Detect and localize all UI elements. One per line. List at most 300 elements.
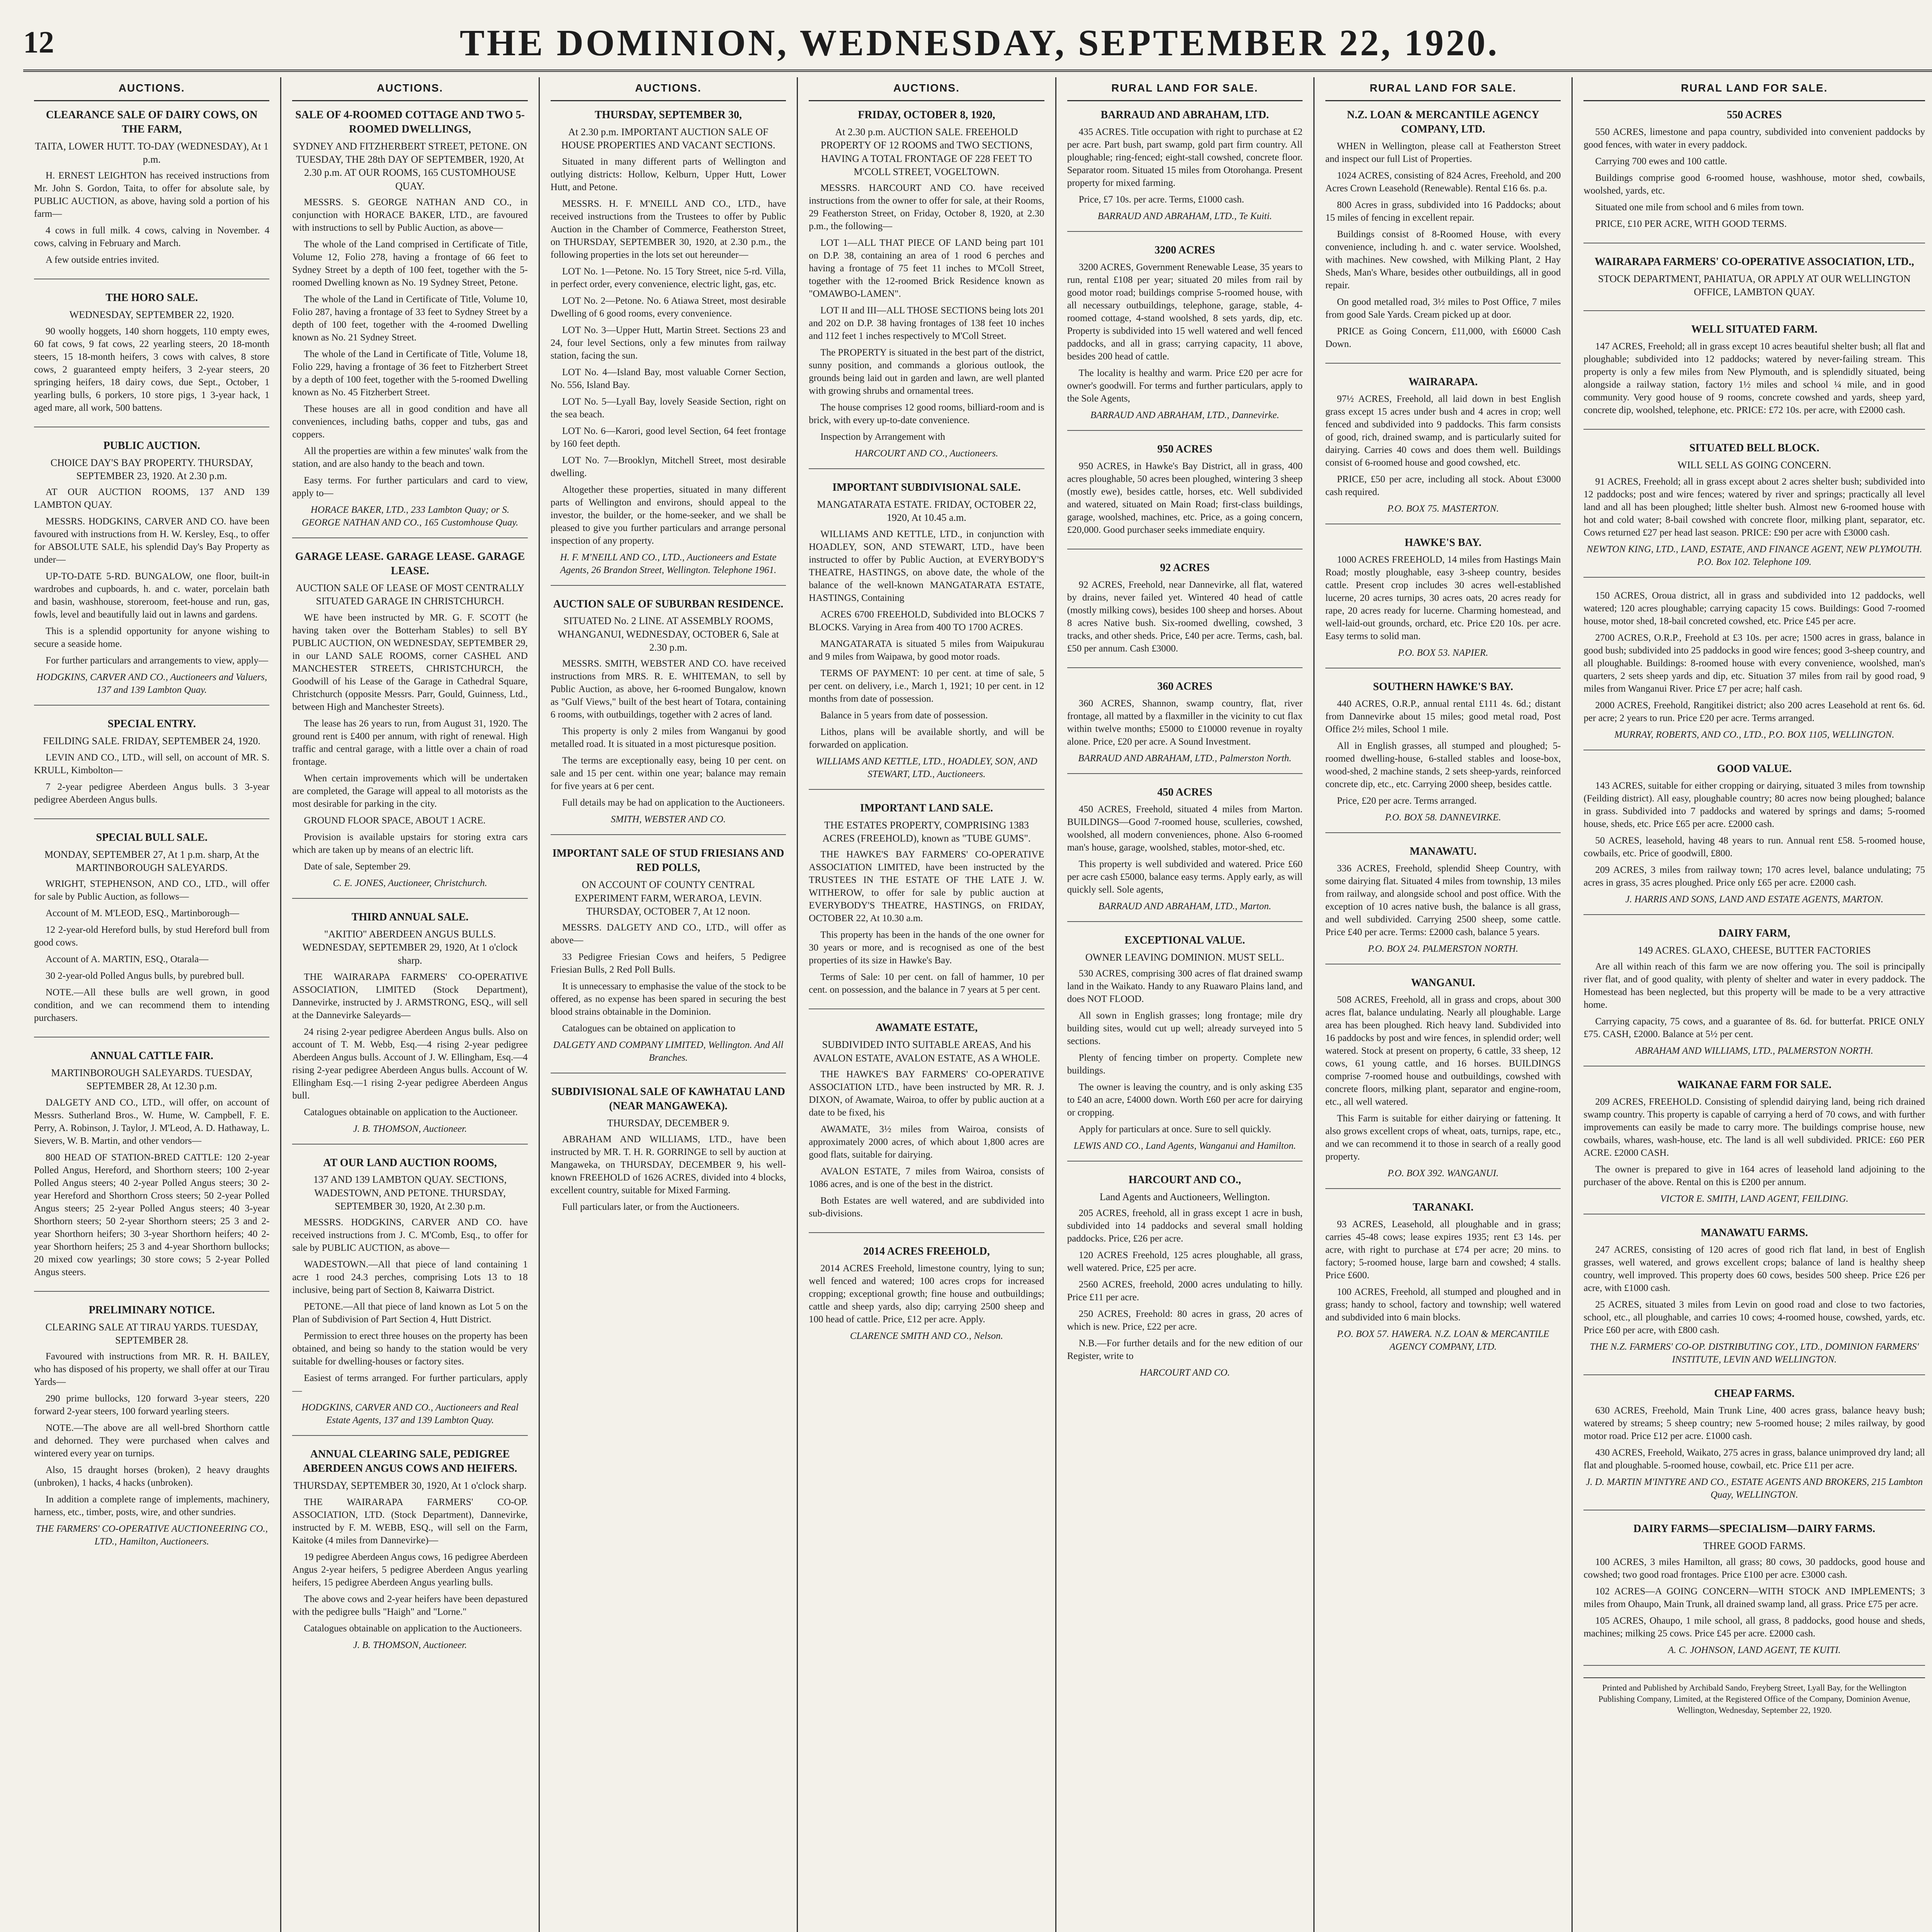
advertisement — [1583, 1387, 1925, 1510]
advertisement — [292, 910, 527, 1145]
ad-paragraph: MESSRS. HARCOURT AND CO. have received instructions from the owner to offer for sale, at their Rooms, 29 Featherston Street, on Friday, October 8, 1920, at 2.30 p.m., the following— — [809, 183, 1044, 232]
ad-signature: BARRAUD AND ABRAHAM, LTD., Palmerston North. — [1078, 753, 1292, 764]
page-number: 12 — [23, 25, 54, 60]
advertisement — [1067, 1173, 1303, 1388]
ad-paragraph: LOT II and III—ALL THOSE SECTIONS being lots 201 and 202 on D.P. 38 having frontages of 138 feet 10 inches and 112 feet 1 inches respectively to M'Coll Street. — [809, 305, 1044, 342]
ad-heading: ANNUAL CATTLE FAIR. — [90, 1050, 214, 1062]
ad-paragraph: 105 ACRES, Ohaupo, 1 mile school, all grass, 8 paddocks, good house and sheds, machines; milking 25 cows. Price £45 per acre. £2000 cash. — [1583, 1616, 1925, 1639]
advertisement — [1583, 589, 1925, 750]
ad-body — [809, 182, 1044, 443]
advertisement — [34, 717, 269, 819]
ad-paragraph: On good metalled road, 3½ miles to Post Office, 7 miles from good Sale Yards. Cream picked up at door. — [1325, 296, 1561, 320]
ad-paragraph: Provision is available upstairs for storing extra cars which are taken up by means of an electric lift. — [292, 832, 528, 855]
ad-paragraph: WE have been instructed by MR. G. F. SCOTT (he having taken over the Botterham Stables) to sell BY PUBLIC AUCTION, ON WEDNESDAY, SEPTEMBER 29, in our LAND SALE ROOMS, corner CASHEL AND MANCHESTER STREETS, CHRISTCHURCH, the Goodwill of his Lease of the Garage in Cathedral Square, Christchurch (opposite Messrs. Parr, Gould, Guinness, Ltd., between High and Manchester Streets). — [292, 612, 528, 712]
ad-signature: HARCOURT AND CO., Auctioneers. — [855, 448, 998, 459]
ad-signature: HODGKINS, CARVER AND CO., Auctioneers and Real Estate Agents, 137 and 139 Lambton Quay. — [301, 1402, 519, 1426]
ad-paragraph: Also, 15 draught horses (broken), 2 heavy draughts (unbroken), 1 hacks, 4 hacks (unbroken). — [34, 1465, 270, 1488]
ad-paragraph: 24 rising 2-year pedigree Aberdeen Angus bulls. Also on account of T. M. Webb, Esq.—4 rising 2-year pedigree Aberdeen Angus bulls. Account of J. W. Ellingham, Esq.—4 rising 2-year pedigree Aberdeen Angus bulls. Account of W. Ellingham Esq.—1 rising 2-year pedigree Aberdeen Angus bull. — [292, 1026, 528, 1101]
ad-paragraph: N.B.—For further details and for the new edition of our Register, write to — [1067, 1338, 1303, 1362]
ad-paragraph: The whole of the Land in Certificate of Title, Volume 10, Folio 287, having a frontage of 33 feet to Sydney Street by a depth of 100 feet, together with the 4-roomed Dwelling known as No. 21 Sydney Street. — [292, 294, 528, 343]
ad-subheading: THURSDAY, SEPTEMBER 30, 1920, At 1 o'clock sharp. — [293, 1480, 527, 1492]
ad-paragraph: 4 cows in full milk. 4 cows, calving in November. 4 cows, calving in February and March. — [34, 225, 270, 249]
ad-paragraph: LOT No. 4—Island Bay, most valuable Corner Section, No. 556, Island Bay. — [550, 367, 786, 390]
ad-paragraph: In addition a complete range of implements, machinery, harness, etc., timber, posts, wire, and other sundries. — [34, 1494, 270, 1518]
ad-subheading: THURSDAY, DECEMBER 9. — [607, 1117, 730, 1129]
ad-paragraph: PRICE as Going Concern, £11,000, with £6000 Cash Down. — [1325, 326, 1561, 349]
ad-paragraph: The house comprises 12 good rooms, billiard-room and is brick, with every up-to-date convenience. — [809, 402, 1044, 426]
ad-paragraph: NOTE.—The above are all well-bred Shorthorn cattle and dehorned. They were purchased when calves and wintered every year on turnips. — [34, 1423, 270, 1459]
ad-paragraph: LOT No. 5—Lyall Bay, lovely Seaside Section, right on the sea beach. — [550, 396, 786, 420]
ad-body — [1583, 475, 1925, 539]
ad-paragraph: These houses are all in good condition and have all conveniences, including baths, copper and tubs, gas and coppers. — [292, 404, 528, 440]
ad-paragraph: MESSRS. HODGKINS, CARVER AND CO. have received instructions from J. C. M'Comb, Esq., to offer for sale by PUBLIC AUCTION, as above— — [292, 1217, 528, 1253]
advertisement — [1583, 441, 1925, 577]
column-heading: AUCTIONS. — [34, 77, 269, 101]
ad-paragraph: 2560 ACRES, freehold, 2000 acres undulating to hilly. Price £11 per acre. — [1067, 1279, 1303, 1303]
ad-body — [292, 1496, 527, 1635]
column-heading: RURAL LAND FOR SALE. — [1325, 77, 1561, 101]
ad-signature: H. F. M'NEILL AND CO., LTD., Auctioneers and Estate Agents, 26 Brandon Street, Wellington. Telephone 1961. — [560, 552, 777, 575]
masthead — [23, 15, 1932, 72]
column-7 — [1573, 77, 1932, 1932]
ad-body — [1067, 697, 1303, 748]
ad-signature: THE N.Z. FARMERS' CO-OP. DISTRIBUTING COY., LTD., DOMINION FARMERS' INSTITUTE, LEVIN AND WELLINGTON. — [1590, 1341, 1919, 1365]
advertisement — [1583, 323, 1925, 430]
advertisement — [1067, 934, 1303, 1162]
ad-body — [1325, 553, 1561, 643]
ad-heading: SPECIAL BULL SALE. — [96, 831, 208, 844]
ad-paragraph: 630 ACRES, Freehold, Main Trunk Line, 400 acres grass, balance heavy bush; watered by streams; 5 sheep country; new 5-roomed house; 2 miles railway, by good motor road. Price £12 per acre. £1000 cash. — [1583, 1405, 1925, 1441]
ad-signature: THE FARMERS' CO-OPERATIVE AUCTIONEERING CO., LTD., Hamilton, Auctioneers. — [36, 1524, 268, 1547]
ad-paragraph: All in English grasses, all stumped and ploughed; 5-roomed dwelling-house, 6-stalled stables and loose-box, wood-shed, 2 machine stands, 2 sets sheep-yards, reinforced concrete dip, etc., etc. Carrying 2000 sheep, besides cattle. — [1325, 740, 1561, 789]
advertisement — [34, 831, 269, 1038]
ad-heading: 950 ACRES — [1157, 443, 1213, 455]
ad-paragraph: MESSRS. SMITH, WEBSTER AND CO. have received instructions from MRS. R. E. WHITEMAN, to sell by Public Auction, as above, her 6-roomed Bungalow, known as "Gulf Views," built of the best heart of Totara, containing 6 rooms, with outbuildings, together with 2 acres of land. — [550, 658, 786, 720]
ad-paragraph: THE HAWKE'S BAY FARMERS' CO-OPERATIVE ASSOCIATION LTD., have been instructed by MR. R. J. DIXON, of Awamate, Wairoa, to offer by public auction at a date to be fixed, his — [809, 1069, 1044, 1118]
ad-body — [551, 155, 786, 547]
ad-paragraph: WADESTOWN.—All that piece of land containing 1 acre 1 rood 24.3 perches, comprising Lots 13 to 18 inclusive, being part of Section 8, Kaiwarra District. — [292, 1259, 528, 1296]
ad-paragraph: All sown in English grasses; long frontage; mile dry building sites, would cut up well; already surveyed into 5 sections. — [1067, 1010, 1303, 1046]
ad-signature: P.O. BOX 392. WANGANUI. — [1387, 1168, 1499, 1179]
ad-paragraph: Are all within reach of this farm we are now offering you. The soil is principally river flat, and of good quality, with plenty of shelter and water in every paddock. The Homestead has been neglected, but this property will be made to be a very attractive home. — [1583, 961, 1925, 1010]
ad-paragraph: Easy terms. For further particulars and card to view, apply to— — [292, 475, 528, 499]
ad-paragraph: 93 ACRES, Leasehold, all ploughable and in grass; carries 45-48 cows; lease expires 1935; rent £3 14s. per acre, with right to purchase at £74 per acre; 20 mins. to factory; 5-roomed house, large barn and cowshed; 4 stalls. Price £600. — [1325, 1219, 1561, 1281]
ad-paragraph: The locality is healthy and warm. Price £20 per acre for owner's goodwill. For terms and further particulars, apply to the Sole Agents, — [1067, 367, 1303, 404]
advertisement — [1325, 375, 1561, 524]
ad-paragraph: AVALON ESTATE, 7 miles from Wairoa, consists of 1086 acres, and is one of the best in the district. — [809, 1166, 1044, 1189]
ad-signature: J. B. THOMSON, Auctioneer. — [353, 1123, 467, 1134]
ad-paragraph: It is unnecessary to emphasise the value of the stock to be offered, as no expense has been spared in securing the best blood strains obtainable in the Dominion. — [550, 981, 786, 1017]
ad-heading: ANNUAL CLEARING SALE, PEDIGREE ABERDEEN ANGUS COWS AND HEIFERS. — [303, 1448, 517, 1475]
ad-paragraph: DALGETY AND CO., LTD., will offer, on account of Messrs. Sutherland Bros., W. Hume, W. Campbell, F. E. Perry, A. Robinson, J. Taylor, J. M'Leod, A. D. Hathaway, L. Sievers, W. B. Martin, and other vendors— — [34, 1097, 270, 1146]
ad-heading: WAIRARAPA. — [1408, 376, 1478, 388]
ad-body — [34, 486, 269, 667]
ad-paragraph: Price, £20 per acre. Terms arranged. — [1337, 795, 1477, 806]
ad-subheading: WILL SELL AS GOING CONCERN. — [1677, 459, 1831, 471]
ad-paragraph: THE HAWKE'S BAY FARMERS' CO-OPERATIVE ASSOCIATION LIMITED, have been instructed by the TRUSTEES IN THE ESTATE OF THE LATE J. W. WITHEROW, to offer for sale by public auction at EVERYBODY'S THEATRE, HASTINGS, on FRIDAY, OCTOBER 22, At 10.30 a.m. — [809, 849, 1044, 924]
ad-subheading: TAITA, LOWER HUTT. TO-DAY (WEDNESDAY), At 1 p.m. — [35, 140, 269, 165]
ad-paragraph: Lithos, plans will be available shortly, and will be forwarded on application. — [809, 726, 1044, 750]
ad-paragraph: Account of M. M'LEOD, ESQ., Martinborough— — [46, 908, 239, 919]
ad-paragraph: 2014 ACRES Freehold, limestone country, lying to sun; well fenced and watered; 100 acres crops for increased cropping; exceptional growth; fine house and outbuildings; cattle and sheep yards, also dip; carrying 2500 sheep and 100 head of cattle. Price, £12 per acre. Apply. — [809, 1263, 1044, 1325]
ad-heading: 92 ACRES — [1160, 561, 1210, 574]
ad-subheading: CHOICE DAY'S BAY PROPERTY. THURSDAY, SEPTEMBER 23, 1920. At 2.30 p.m. — [50, 457, 253, 482]
ad-paragraph: THE WAIRARAPA FARMERS' CO-OPERATIVE ASSOCIATION, LIMITED (Stock Department), Dannevirke, instructed by J. ARMSTRONG, ESQ., will sell at the Dannevirke Saleyards— — [292, 971, 528, 1020]
advertisement — [1325, 845, 1561, 964]
ad-paragraph: 205 ACRES, freehold, all in grass except 1 acre in bush, subdivided into 14 paddocks and several small holding paddocks. Price, £26 per acre. — [1067, 1208, 1303, 1244]
ad-paragraph: 150 ACRES, Oroua district, all in grass and subdivided into 12 paddocks, well watered; 120 acres ploughable; carrying capacity 15 cows. Buildings: Good 7-roomed house, motor shed, 18-bail concreted cowshed, etc. Price £45 per acre. — [1583, 590, 1925, 626]
ad-body — [292, 611, 527, 873]
ad-paragraph: The whole of the Land in Certificate of Title, Volume 18, Folio 229, having a frontage of 36 feet to Fitzherbert Street by a depth of 100 feet, together with the 5-roomed Dwelling known as No. 45 Fitzherbert Street. — [292, 349, 528, 398]
ad-heading: PRELIMINARY NOTICE. — [88, 1304, 215, 1316]
advertisement — [1583, 1226, 1925, 1375]
ad-paragraph: The owner is leaving the country, and is only asking £35 to £40 an acre, £4000 down. Worth £60 per acre for dairying or cropping. — [1067, 1082, 1303, 1118]
ad-paragraph: Catalogues can be obtained on application to — [562, 1023, 736, 1034]
ad-signature: P.O. BOX 57. HAWERA. N.Z. LOAN & MERCANTILE AGENCY COMPANY, LTD. — [1337, 1328, 1549, 1352]
ad-signature: J. D. MARTIN M'INTYRE AND CO., ESTATE AGENTS AND BROKERS, 215 Lambton Quay, WELLINGTON. — [1586, 1476, 1923, 1500]
ad-subheading: At 2.30 p.m. IMPORTANT AUCTION SALE OF HOUSE PROPERTIES AND VACANT SECTIONS. — [561, 126, 776, 151]
ad-body — [1067, 578, 1303, 655]
ad-paragraph: WILLIAMS AND KETTLE, LTD., in conjunction with HOADLEY, SON, AND STEWART, LTD., have been instructed to offer by Public Auction, at EVERYBODY'S THEATRE, HASTINGS, on above date, the whole of the balance of the well-known MANGATARATA ESTATE, HASTINGS, Containing — [809, 529, 1044, 603]
ad-body — [551, 1133, 786, 1213]
advertisement — [34, 291, 269, 427]
advertisement — [1325, 536, 1561, 668]
ad-body — [809, 528, 1044, 751]
ad-paragraph: 25 ACRES, situated 3 miles from Levin on good road and close to two factories, school, etc., all ploughable, and carries 10 cows; 4-roomed house, cowshed, yards, etc. Price £60 per acre, with £800 cash. — [1583, 1299, 1925, 1335]
ad-body — [292, 196, 527, 500]
ad-body — [1583, 589, 1925, 724]
ad-body — [1067, 967, 1303, 1136]
ad-paragraph: 508 ACRES, Freehold, all in grass and crops, about 300 acres flat, balance undulating. Nearly all ploughable. Large area has been ploughed. Rich heavy land. Subdivided into 16 paddocks by post and wire fences, in splendid order; well watered. Stock at present on property, 6 cattle, 33 sheep, 12 cows, 61 young cattle, and 16 horses. BUILDINGS comprise 7-roomed house and outbuildings, cowshed with concrete floors, milking plant, separator and engine-room, etc., all well watered. — [1325, 994, 1561, 1107]
advertisement — [1583, 762, 1925, 915]
ad-paragraph: The above cows and 2-year heifers have been depastured with the pedigree bulls "Haigh" and "Lorne." — [292, 1594, 528, 1617]
ad-paragraph: Situated one mile from school and 6 miles from town. — [1595, 202, 1804, 213]
ad-paragraph: UP-TO-DATE 5-RD. BUNGALOW, one floor, built-in wardrobes and cupboards, h. and c. water, porcelain bath and basin, washhouse, storeroom, feet-house and run, gas, fowls, level and beautifully laid out in lawns and gardens. — [34, 571, 270, 620]
ad-paragraph: AWAMATE, 3½ miles from Wairoa, consists of approximately 2000 acres, of which about 1,800 acres are good flats, suitable for dairying. — [809, 1124, 1044, 1160]
advertisement — [34, 439, 269, 706]
imprint-footer: Printed and Published by Archibald Sando, Freyberg Street, Lyall Bay, for the Wellington Publishing Company, Limited, at the Registered Office of the Company, Dominion Avenue, Wellington, Wednesday, September 22, 1920. — [1583, 1677, 1925, 1716]
advertisement — [1067, 680, 1303, 774]
column-heading: RURAL LAND FOR SALE. — [1067, 77, 1303, 101]
ad-body — [34, 325, 269, 414]
ad-body — [1325, 1218, 1561, 1324]
ad-paragraph: NOTE.—All these bulls are well grown, in good condition, and we can recommend them to intending purchasers. — [34, 987, 270, 1024]
ad-paragraph: 102 ACRES—A GOING CONCERN—WITH STOCK AND IMPLEMENTS; 3 miles from Ohaupo, Main Trunk, all drained swamp land, all grass. Price £75 per acre. — [1583, 1586, 1925, 1610]
advertisement — [551, 108, 786, 586]
ad-paragraph: PRICE, £50 per acre, including all stock. About £3000 cash required. — [1325, 474, 1561, 497]
ad-paragraph: MESSRS. S. GEORGE NATHAN AND CO., in conjunction with HORACE BAKER, LTD., are favoured with instructions to sell by Public Auction, as above— — [292, 197, 528, 233]
ad-signature: C. E. JONES, Auctioneer, Christchurch. — [333, 878, 487, 888]
ad-heading: EXCEPTIONAL VALUE. — [1124, 934, 1245, 946]
ad-paragraph: H. ERNEST LEIGHTON has received instructions from Mr. John S. Gordon, Taita, to offer for absolute sale, by PUBLIC AUCTION, as above, having sold a portion of his farm— — [34, 170, 270, 219]
advertisement — [34, 1049, 269, 1292]
ad-paragraph: For further particulars and arrangements to view, apply— — [46, 655, 268, 666]
ad-paragraph: LEVIN AND CO., LTD., will sell, on account of MR. S. KRULL, Kimbolton— — [34, 752, 270, 776]
column-heading: RURAL LAND FOR SALE. — [1583, 77, 1925, 101]
ad-heading: GARAGE LEASE. GARAGE LEASE. GARAGE LEASE. — [295, 551, 525, 577]
ad-paragraph: Price, £7 10s. per acre. Terms, £1000 cash. — [1078, 194, 1244, 205]
ad-subheading: THE ESTATES PROPERTY, COMPRISING 1383 ACRES (FREEHOLD), known as "TUBE GUMS". — [822, 819, 1031, 844]
ad-paragraph: Account of A. MARTIN, ESQ., Otarala— — [46, 954, 209, 965]
advertisement — [1067, 561, 1303, 668]
ad-signature: BARRAUD AND ABRAHAM, LTD., Marton. — [1098, 901, 1271, 912]
ad-heading: FRIDAY, OCTOBER 8, 1920, — [858, 109, 995, 121]
ad-signature: P.O. BOX 53. NAPIER. — [1398, 647, 1488, 658]
ad-paragraph: The owner is prepared to give in 164 acres of leasehold land adjoining to the purchaser of the above. Rental on this is £200 per annum. — [1583, 1164, 1925, 1187]
ad-paragraph: LOT No. 6—Karori, good level Section, 64 feet frontage by 160 feet depth. — [550, 425, 786, 449]
ad-paragraph: Catalogues obtainable on application to the Auctioneer. — [304, 1107, 518, 1117]
ad-paragraph: MESSRS. DALGETY AND CO., LTD., will offer as above— — [550, 922, 786, 946]
ad-paragraph: ABRAHAM AND WILLIAMS, LTD., have been instructed by MR. T. H. R. GORRINGE to sell by auction at Mangaweka, on THURSDAY, DECEMBER 9, his well-known FREEHOLD of 1626 ACRES, divided into 4 blocks, excellent country, suitable for Mixed Farming. — [550, 1134, 786, 1196]
advertisement — [1583, 1078, 1925, 1214]
ad-body — [34, 878, 269, 1024]
ad-body — [1325, 862, 1561, 939]
ad-paragraph: 360 ACRES, Shannon, swamp country, flat, river frontage, all matted by a flaxmiller in the vicinity to cut flax within twelve months; £5000 to £10000 revenue in royalty alone. Price, £20 per acre. A Sound Investment. — [1067, 698, 1303, 747]
ad-heading: AWAMATE ESTATE, — [875, 1022, 978, 1034]
column-heading: AUCTIONS. — [809, 77, 1044, 101]
ad-heading: HARCOURT AND CO., — [1128, 1173, 1241, 1186]
advertisement — [809, 1245, 1044, 1351]
ad-signature: ABRAHAM AND WILLIAMS, LTD., PALMERSTON NORTH. — [1635, 1045, 1873, 1056]
ad-body — [34, 1350, 269, 1519]
ad-heading: IMPORTANT SUBDIVISIONAL SALE. — [832, 481, 1021, 494]
ad-paragraph: ACRES 6700 FREEHOLD, Subdivided into BLOCKS 7 BLOCKS. Varying in Area from 400 TO 1700 ACRES. — [809, 609, 1044, 633]
ad-paragraph: PETONE.—All that piece of land known as Lot 5 on the Plan of Subdivision of Part Section 4, Hutt District. — [292, 1301, 528, 1325]
column-4 — [798, 77, 1056, 1932]
ad-heading: WAIKANAE FARM FOR SALE. — [1677, 1078, 1832, 1091]
ad-body — [1325, 993, 1561, 1163]
ad-paragraph: PRICE, £10 PER ACRE, WITH GOOD TERMS. — [1595, 218, 1787, 229]
ad-paragraph: This property has been in the hands of the one owner for 30 years or more, and is recognised as one of the best properties of its size in Hawke's Bay. — [809, 930, 1044, 966]
ad-subheading: ON ACCOUNT OF COUNTY CENTRAL EXPERIMENT FARM, WERAROA, LEVIN. THURSDAY, OCTOBER 7, At 12 noon. — [575, 879, 762, 917]
ad-heading: 450 ACRES — [1157, 786, 1213, 798]
ad-subheading: AUCTION SALE OF LEASE OF MOST CENTRALLY SITUATED GARAGE IN CHRISTCHURCH. — [296, 582, 525, 607]
ad-paragraph: TERMS OF PAYMENT: 10 per cent. at time of sale, 5 per cent. on delivery, i.e., March 1, 1921; 10 per cent. in 12 months from date of possession. — [809, 668, 1044, 704]
ad-signature: P.O. BOX 58. DANNEVIRKE. — [1385, 812, 1501, 823]
ad-body — [1325, 393, 1561, 498]
ad-heading: BARRAUD AND ABRAHAM, LTD. — [1100, 109, 1269, 121]
ad-paragraph: Catalogues obtainable on application to the Auctioneers. — [304, 1623, 522, 1634]
ad-paragraph: 12 2-year-old Hereford bulls, by stud Hereford bull from good cows. — [34, 925, 270, 948]
ad-heading: HAWKE'S BAY. — [1405, 536, 1481, 549]
ad-paragraph: 550 ACRES, limestone and papa country, subdivided into convenient paddocks by good fences, with water in every paddock. — [1583, 126, 1925, 150]
ad-signature: P.O. BOX 24. PALMERSTON NORTH. — [1368, 943, 1519, 954]
ad-paragraph: LOT No. 2—Petone. No. 6 Atiawa Street, most desirable Dwelling of 6 good rooms, every convenience. — [550, 295, 786, 319]
ad-paragraph: This property is only 2 miles from Wanganui by good metalled road. It is situated in a most picturesque position. — [550, 726, 786, 750]
ad-body — [1325, 140, 1561, 350]
ad-body — [1583, 1095, 1925, 1189]
column-3 — [540, 77, 798, 1932]
newspaper-title: THE DOMINION, WEDNESDAY, SEPTEMBER 22, 1920. — [459, 22, 1500, 63]
advertisement — [809, 108, 1044, 469]
ad-paragraph: Balance in 5 years from date of possession. — [820, 710, 988, 721]
ad-signature: VICTOR E. SMITH, LAND AGENT, FEILDING. — [1660, 1193, 1849, 1204]
advertisement — [1067, 442, 1303, 549]
advertisement — [1583, 1522, 1925, 1666]
ad-body — [1583, 1404, 1925, 1472]
ad-paragraph: Both Estates are well watered, and are subdivided into sub-divisions. — [809, 1195, 1044, 1219]
ad-subheading: MANGATARATA ESTATE. FRIDAY, OCTOBER 22, 1920, At 10.45 a.m. — [817, 499, 1036, 524]
ad-heading: SITUATED BELL BLOCK. — [1689, 442, 1820, 454]
ad-paragraph: Plenty of fencing timber on property. Complete new buildings. — [1067, 1052, 1303, 1076]
ad-heading: PUBLIC AUCTION. — [103, 439, 200, 452]
ad-paragraph: 91 ACRES, Freehold; all in grass except about 2 acres shelter bush; subdivided into 12 paddocks; post and wire fences; watered by river and springs; practically all level land and all has been ploughed; little shelter bush. Almost new 6-roomed house with hot and cold water; 8-bail cowshed with concrete floor, milking plant, separator, etc. Cows returned £27 per head last season. PRICE: £90 per acre with £3000 cash. — [1583, 476, 1925, 538]
ad-paragraph: 97½ ACRES, Freehold, all laid down in best English grass except 15 acres under bush and 4 acres in crop; well fenced and subdivided into 9 paddocks. This farm consists of good, rich, drained swamp, and is particularly suited for dairying. Carries 40 cows and does them well. Buildings consist of 6-roomed house and good cowshed, etc. — [1325, 393, 1561, 468]
ad-body — [551, 921, 786, 1035]
advertisement — [34, 108, 269, 280]
ad-paragraph: 440 ACRES, O.R.P., annual rental £111 4s. 6d.; distant from Dannevirke about 15 miles; good metal road, Post Office 2½ miles, School 1 mile. — [1325, 698, 1561, 735]
advertisement — [292, 108, 527, 538]
ad-paragraph: The PROPERTY is situated in the best part of the district, sunny position, and commands a glorious outlook, the grounds being laid out in garden and lawn, are well planted with growing shrubs and ornamental trees. — [809, 347, 1044, 396]
ad-heading: CHEAP FARMS. — [1714, 1387, 1795, 1400]
ad-subheading: SITUATED No. 2 LINE. AT ASSEMBLY ROOMS, WHANGANUI, WEDNESDAY, OCTOBER 6, Sale at 2.30 p.m. — [558, 615, 779, 653]
ad-body — [292, 971, 527, 1119]
ad-body — [809, 1262, 1044, 1326]
ad-paragraph: Inspection by Arrangement with — [820, 432, 946, 442]
ad-heading: WELL SITUATED FARM. — [1691, 323, 1818, 336]
advertisement — [1325, 976, 1561, 1189]
ad-paragraph: Situated in many different parts of Wellington and outlying districts: Hollow, Kelburn, Upper Hutt, Lower Hutt, and Petone. — [550, 156, 786, 192]
ad-body — [292, 1216, 527, 1397]
ad-heading: MANAWATU. — [1410, 845, 1477, 857]
ad-paragraph: Altogether these properties, situated in many different parts of Wellington and environs, should appeal to the investor, the builder, or the home-seeker, and we shall be pleased to give you further particulars and arrange personal inspection of any property. — [550, 484, 786, 546]
ad-paragraph: 250 ACRES, Freehold: 80 acres in grass, 20 acres of which is new. Price, £22 per acre. — [1067, 1309, 1303, 1332]
ad-heading: WANGANUI. — [1411, 976, 1475, 989]
ad-subheading: FEILDING SALE. FRIDAY, SEPTEMBER 24, 1920. — [43, 735, 261, 747]
ad-paragraph: Full particulars later, or from the Auctioneers. — [562, 1202, 740, 1213]
ad-paragraph: 1000 ACRES FREEHOLD, 14 miles from Hastings Main Road; mostly ploughable, easy 3-sheep country, besides cattle. Present crop includes 30 acres well-established lucerne, 20 acres turnips, 30 acres oats, 20 acres ready for rape, 20 acres ready for lucerne. Charming homestead, and well-laid-out grounds, orchard, etc. Price £20 10s. per acre. Easy terms to solid man. — [1325, 554, 1561, 641]
ad-signature: BARRAUD AND ABRAHAM, LTD., Te Kuiti. — [1097, 211, 1272, 221]
ad-paragraph: 100 ACRES, Freehold, all stumped and ploughed and in grass; handy to school, factory and township; well watered and subdivided into 6 main blocks. — [1325, 1286, 1561, 1323]
ad-paragraph: 209 ACRES, 3 miles from railway town; 170 acres level, balance undulating; 75 acres in grass, 35 acres ploughed. Price only £65 per acre. £2000 cash. — [1583, 864, 1925, 888]
ad-signature: HARCOURT AND CO. — [1139, 1367, 1230, 1378]
ad-paragraph: LOT No. 1—Petone. No. 15 Tory Street, nice 5-rd. Villa, in perfect order, every convenience, electric light, gas, etc. — [550, 266, 786, 289]
ad-paragraph: 33 Pedigree Friesian Cows and heifers, 5 Pedigree Friesian Bulls, 2 Red Poll Bulls. — [550, 952, 786, 975]
ad-paragraph: A few outside entries invited. — [46, 255, 159, 265]
ad-paragraph: The terms are exceptionally easy, being 10 per cent. on sale and 15 per cent. within one year; balance may remain for five years at 6 per cent. — [550, 755, 786, 792]
ad-body — [1325, 697, 1561, 807]
advertisement — [551, 847, 786, 1073]
ad-signature: BARRAUD AND ABRAHAM, LTD., Dannevirke. — [1090, 410, 1279, 420]
ad-subheading: At 2.30 p.m. AUCTION SALE. FREEHOLD PROPERTY OF 12 ROOMS and TWO SECTIONS, HAVING A TOTAL FRONTAGE OF 228 FEET TO M'COLL STREET, VOGELTOWN. — [820, 126, 1032, 177]
column-6 — [1315, 77, 1573, 1932]
ad-heading: AT OUR LAND AUCTION ROOMS, — [323, 1156, 497, 1169]
ad-subheading: 149 ACRES. GLAXO, CHEESE, BUTTER FACTORIES — [1638, 944, 1871, 956]
ad-paragraph: 800 Acres in grass, subdivided into 16 Paddocks; about 15 miles of fencing in excellent repair. — [1325, 199, 1561, 223]
ad-subheading: MONDAY, SEPTEMBER 27, At 1 p.m. sharp, At the MARTINBOROUGH SALEYARDS. — [44, 849, 259, 873]
ad-heading: SPECIAL ENTRY. — [107, 718, 196, 730]
ad-paragraph: 209 ACRES, FREEHOLD. Consisting of splendid dairying land, being rich drained swamp country. This property is capable of carrying a herd of 70 cows, and with further improvements can easily be made to carry more. The buildings comprise house, new cowbails, whares, wash-house, etc. The land is all well subdivided. PRICE: £60 PER ACRE. £2000 CASH. — [1583, 1096, 1925, 1158]
ad-paragraph: 143 ACRES, suitable for either cropping or dairying, situated 3 miles from township (Feilding district). All easy, ploughable country; 80 acres now being ploughed; balance in grass. Subdivided into 7 paddocks and watered by springs and dams; 5-roomed house, sheds, etc. Price £65 per acre. £2000 cash. — [1583, 780, 1925, 829]
ad-body — [1067, 803, 1303, 896]
ad-signature: CLARENCE SMITH AND CO., Nelson. — [850, 1330, 1003, 1341]
ad-heading: SUBDIVISIONAL SALE OF KAWHATAU LAND (NEAR MANGAWEKA). — [551, 1086, 785, 1112]
column-5 — [1056, 77, 1315, 1932]
ad-heading: DAIRY FARMS—SPECIALISM—DAIRY FARMS. — [1633, 1522, 1876, 1535]
advertisement — [292, 1156, 527, 1436]
ad-paragraph: 3200 ACRES, Government Renewable Lease, 35 years to run, rental £108 per year; situated 20 miles from rail by good motor road; buildings comprise 5-roomed house, with all necessary outbuildings, telephone, garage, stable, 4-roomed cottage, 4-stand woolshed, 8 sets yards, dip, etc. Property is subdivided into 15 well watered and well fenced paddocks, and all in grass; carrying capacity, 11 above, besides 200 head of cattle. — [1067, 262, 1303, 362]
ad-paragraph: AT OUR AUCTION ROOMS, 137 AND 139 LAMBTON QUAY. — [34, 487, 270, 510]
ad-heading: 550 ACRES — [1726, 109, 1782, 121]
ad-paragraph: The lease has 26 years to run, from August 31, 1920. The ground rent is £400 per annum, with right of renewal. High traffic and central garage, with a little over a chain of road frontage. — [292, 718, 528, 767]
ad-paragraph: 90 woolly hoggets, 140 shorn hoggets, 110 empty ewes, 60 fat cows, 9 fat cows, 22 yearling steers, 20 18-month steers, 15 18-month heifers, 3 cows with calves, 8 store cows, 2 guaranteed empty heifers, 3 2-year steers, 20 springing heifers, 18 dairy cows, due Sept., October, 1 yearling bulls, 6 porkers, 10 store pigs, 1 3-year hack, 1 aged mare, all work, 500 battens. — [34, 326, 270, 413]
ad-signature: J. HARRIS AND SONS, LAND AND ESTATE AGENTS, MARTON. — [1625, 894, 1883, 905]
ad-heading: N.Z. LOAN & MERCANTILE AGENCY COMPANY, LTD. — [1347, 109, 1539, 135]
ad-paragraph: MESSRS. HODGKINS, CARVER AND CO. have been favoured with instructions from H. W. Kersley, Esq., to offer for ABSOLUTE SALE, his splendid Day's Bay Property as under— — [34, 516, 270, 565]
ad-body — [551, 657, 786, 809]
ad-paragraph: MANGATARATA is situated 5 miles from Waipukurau and 9 miles from Waipawa, by good motor roads. — [809, 638, 1044, 662]
ad-paragraph: 100 ACRES, 3 miles Hamilton, all grass; 80 cows, 30 paddocks, good house and cowshed; two good road frontages. Price £100 per acre. £3000 cash. — [1583, 1557, 1925, 1580]
advertisement — [551, 597, 786, 835]
ad-paragraph: 2000 ACRES, Freehold, Rangitikei district; also 200 acres Leasehold at rent 6s. 6d. per acre; 2 years to run. Price £20 per acre. Terms arranged. — [1583, 700, 1925, 723]
ad-paragraph: Full details may be had on application to the Auctioneers. — [562, 798, 785, 808]
ad-paragraph: MESSRS. H. F. M'NEILL AND CO., LTD., have received instructions from the Trustees to offer by Public Auction in the Chamber of Commerce, Featherston Street, on THURSDAY, SEPTEMBER 30, 1920, at 2.30 p.m., the following properties in the lots set out hereunder— — [550, 198, 786, 260]
ad-paragraph: LOT 1—ALL THAT PIECE OF LAND being part 101 on D.P. 38, containing an area of 1 rood 6 perches and having a frontage of 75 feet 11 inches to M'Coll Street, together with the 12-roomed Brick Residence known as "OMAWBO-LAMEN". — [809, 238, 1044, 299]
column-1 — [23, 77, 281, 1932]
advertisement — [1067, 108, 1303, 232]
ad-heading: THURSDAY, SEPTEMBER 30, — [595, 109, 742, 121]
advertisement — [292, 1447, 527, 1660]
ad-heading: THE HORO SALE. — [105, 292, 198, 304]
advertisement — [809, 1021, 1044, 1233]
ad-paragraph: LOT No. 3—Upper Hutt, Martin Street. Sections 23 and 24, four level Sections, only a few minutes from railway station, facing the sun. — [550, 325, 786, 361]
advertisement — [809, 801, 1044, 1010]
ad-subheading: SUBDIVIDED INTO SUITABLE AREAS, And his AVALON ESTATE, AVALON ESTATE, AS A WHOLE. — [813, 1039, 1040, 1064]
ad-body — [1583, 960, 1925, 1041]
ad-paragraph: Favoured with instructions from MR. R. H. BAILEY, who has disposed of his property, we shall offer at our Tirau Yards— — [34, 1351, 270, 1388]
ad-body — [1583, 1556, 1925, 1640]
ad-paragraph: WRIGHT, STEPHENSON, AND CO., LTD., will offer for sale by Public Auction, as follows— — [34, 879, 270, 902]
ad-subheading: SYDNEY AND FITZHERBERT STREET, PETONE. ON TUESDAY, THE 28th DAY OF SEPTEMBER, 1920, At 2.30 p.m. AT OUR ROOMS, 165 CUSTOMHOUSE QUAY. — [293, 140, 527, 192]
ad-paragraph: 800 HEAD OF STATION-BRED CATTLE: 120 2-year Polled Angus, Hereford, and Shorthorn steers; 100 2-year Polled Angus steers; 40 2-year Polled Angus steers; 30 2-year Hereford and Shorthorn Cross steers; 50 2-year Polled Angus steers; 25 2-year Polled Angus steers; 40 3-year Shorthorn steers; 50 2-year Shorthorn steers; 25 3 and 2-year Shorthorn heifers; 30 3-year Shorthorn heifers; 40 2-year Shorthorn heifers; 25 3 and 4-year Shorthorn bullocks; 20 mixed cow yearlings; 30 store cows; 5 2-year Polled Angus steers. — [34, 1152, 270, 1277]
ad-paragraph: Carrying 700 ewes and 100 cattle. — [1595, 156, 1727, 167]
ad-paragraph: LOT No. 7—Brooklyn, Mitchell Street, most desirable dwelling. — [550, 455, 786, 478]
page-columns — [23, 77, 1932, 1932]
ad-paragraph: This Farm is suitable for either dairying or fattening. It also grows excellent crops of wheat, oats, turnips, rape, etc., and we can recommend it to those in search of a really good property. — [1325, 1113, 1561, 1162]
ad-paragraph: 147 ACRES, Freehold; all in grass except 10 acres beautiful shelter bush; all flat and ploughable; subdivided into 12 paddocks; watered by never-failing stream. This property is only a few miles from New Plymouth, and is splendidly situated, being alongside a railway station, factory 1½ miles and school ¼ mile, and in good community. Very good house of 9 rooms, concrete cowshed and yards, sheep yard, concrete dip, woolshed, telephone, etc. PRICE: £72 10s. per acre, with £2000 cash. — [1583, 341, 1925, 416]
ad-paragraph: This is a splendid opportunity for anyone wishing to secure a seaside home. — [34, 626, 270, 650]
ad-heading: DAIRY FARM, — [1718, 927, 1790, 939]
ad-signature: J. B. THOMSON, Auctioneer. — [353, 1639, 467, 1650]
ad-paragraph: 7 2-year pedigree Aberdeen Angus bulls. 3 3-year pedigree Aberdeen Angus bulls. — [34, 781, 270, 805]
ad-subheading: 137 AND 139 LAMBTON QUAY. SECTIONS, WADESTOWN, AND PETONE. THURSDAY, SEPTEMBER 30, 1920, At 2.30 p.m. — [313, 1174, 507, 1212]
ad-body — [1067, 1207, 1303, 1362]
ad-paragraph: 336 ACRES, Freehold, splendid Sheep Country, with some dairying flat. Situated 4 miles from township, 13 miles from railway, and alongside school and post office. With the exception of 10 acres native bush, the balance is all grass, and well subdivided. Carrying 2500 sheep, some cattle. Price £40 per acre. Terms: £2000 cash, balance 5 years. — [1325, 863, 1561, 937]
ad-signature: HODGKINS, CARVER AND CO., Auctioneers and Valuers, 137 and 139 Lambton Quay. — [36, 672, 267, 696]
ad-paragraph: 92 ACRES, Freehold, near Dannevirke, all flat, watered by drains, never failed yet. Wintered 40 head of cattle (mostly milking cows), besides 100 sheep and horses. About 8 acres Native bush. Six-roomed dwelling, cowshed, 3 tracks, and other sheds. Price, £40 per acre. Terms, cash, bal. £50 per annum. Cash £3000. — [1067, 579, 1303, 654]
advertisement — [809, 481, 1044, 790]
ad-paragraph: 30 2-year-old Polled Angus bulls, by purebred bull. — [46, 971, 245, 981]
ad-paragraph: Carrying capacity, 75 cows, and a guarantee of 8s. 6d. for butterfat. PRICE ONLY £75. CASH, £2000. Balance at 5½ per cent. — [1583, 1016, 1925, 1039]
column-heading: AUCTIONS. — [551, 77, 786, 101]
ad-body — [1067, 126, 1303, 206]
ad-paragraph: Permission to erect three houses on the property has been obtained, and being so handy to the station would be very suitable for dwelling-houses or factory sites. — [292, 1331, 528, 1367]
ad-subheading: CLEARING SALE AT TIRAU YARDS. TUESDAY, SEPTEMBER 28. — [45, 1321, 258, 1346]
ad-paragraph: All the properties are within a few minutes' walk from the station, and are also handy to the beach and town. — [292, 446, 528, 469]
ad-paragraph: 50 ACRES, leasehold, having 48 years to run. Annual rent £58. 5-roomed house, cowbails, etc. Price of goodwill, £800. — [1583, 835, 1925, 859]
ad-heading: IMPORTANT LAND SALE. — [860, 802, 993, 814]
advertisement — [1583, 255, 1925, 311]
ad-heading: 2014 ACRES FREEHOLD, — [863, 1245, 990, 1257]
ad-heading: GOOD VALUE. — [1717, 762, 1792, 775]
ad-paragraph: When certain improvements which will be undertaken are completed, the Garage will appeal to all motorists as the most desirable for parking in the city. — [292, 773, 528, 809]
ad-body — [1583, 340, 1925, 417]
ad-paragraph: 290 prime bullocks, 120 forward 3-year steers, 220 forward 2-year steers, 100 forward yearling steers. — [34, 1393, 270, 1417]
ad-heading: THIRD ANNUAL SALE. — [351, 911, 469, 923]
ad-signature: LEWIS AND CO., Land Agents, Wanganui and Hamilton. — [1073, 1140, 1296, 1151]
ad-paragraph: 120 ACRES Freehold, 125 acres ploughable, all grass, well watered. Price, £25 per acre. — [1067, 1250, 1303, 1274]
ad-heading: WAIRARAPA FARMERS' CO-OPERATIVE ASSOCIATION, LTD., — [1594, 255, 1914, 268]
